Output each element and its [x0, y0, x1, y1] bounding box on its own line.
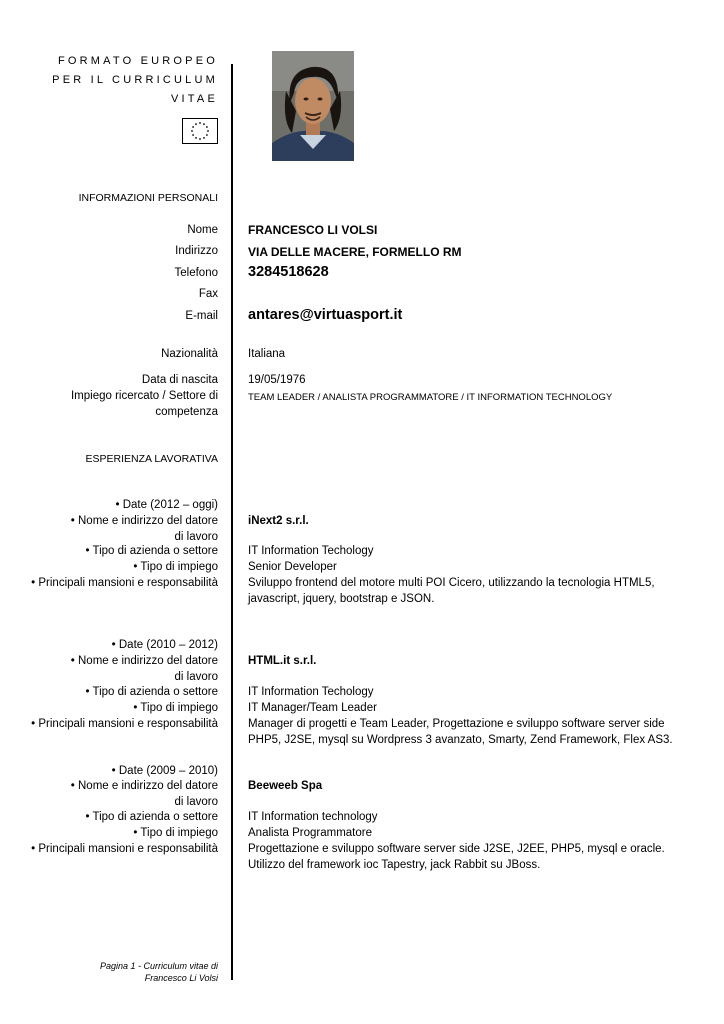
job2-label-impiego: • Tipo di impiego — [133, 702, 218, 714]
job3-label-datore: • Nome e indirizzo del datore di lavoro — [70, 780, 218, 808]
cv-format-title-line2: PER IL CURRICULUM — [52, 74, 218, 86]
job1-label-datore: • Nome e indirizzo del datore di lavoro — [70, 515, 218, 543]
job2-label-mansioni: • Principali mansioni e responsabilità — [31, 718, 218, 730]
job2-role: IT Manager/Team Leader — [248, 702, 377, 714]
job2-label-azienda: • Tipo di azienda o settore — [85, 686, 218, 698]
job3-label-date-text: • Date — [111, 765, 144, 777]
label-indirizzo: Indirizzo — [175, 245, 218, 257]
job3-role: Analista Programmatore — [248, 827, 372, 839]
job2-date: (2010 – 2012) — [146, 639, 218, 651]
job3-date: (2009 – 2010) — [146, 765, 218, 777]
value-email[interactable]: antares@virtuasport.it — [248, 307, 403, 323]
job1-label-azienda: • Tipo di azienda o settore — [85, 545, 218, 557]
section-title-experience-text: ESPERIENZA LAVORATIVA — [85, 453, 218, 465]
vertical-divider — [231, 64, 233, 980]
job1-label-date — [8, 497, 218, 513]
section-title-personal-text: INFORMAZIONI PERSONALI — [78, 192, 218, 204]
label-impiego-ricercato: Impiego ricercato / Settore di competenza — [70, 390, 218, 418]
value-indirizzo: VIA DELLE MACERE, FORMELLO RM — [248, 245, 462, 259]
job2-employer: HTML.it s.r.l. — [248, 655, 317, 667]
job2-duties: Manager di progetti e Team Leader, Progettazione e sviluppo software server side PHP5, J2SE, mysql su Wordpress 3 avanzato, Smarty, Zend Framework, Flex AS3. — [248, 718, 673, 746]
job1-label-mansioni: • Principali mansioni e responsabilità — [31, 577, 218, 589]
job1-label-impiego: • Tipo di impiego — [133, 561, 218, 573]
page-footer — [18, 960, 218, 984]
job3-label-mansioni: • Principali mansioni e responsabilità — [31, 843, 218, 855]
label-data-nascita: Data di nascita — [141, 374, 218, 386]
job3-sector: IT Information technology — [248, 811, 378, 823]
section-title-personal — [0, 190, 218, 206]
job1-label-date-text: • Date — [115, 499, 148, 511]
job2-label-datore: • Nome e indirizzo del datore di lavoro — [70, 655, 218, 683]
cv-format-title-line1: FORMATO EUROPEO — [57, 55, 218, 67]
job1-sector: IT Information Techology — [248, 545, 374, 557]
label-email: E-mail — [185, 310, 218, 322]
section-title-experience — [0, 451, 218, 467]
job3-label-impiego: • Tipo di impiego — [133, 827, 218, 839]
label-nome: Nome — [187, 224, 218, 236]
job1-date: (2012 – oggi) — [150, 499, 218, 511]
cv-format-title — [0, 52, 218, 109]
portrait-photo — [272, 51, 354, 161]
job1-role: Senior Developer — [248, 561, 337, 573]
page-footer-line2: Francesco Li Volsi — [144, 973, 218, 983]
value-nazionalita: Italiana — [248, 348, 286, 360]
job1-duties: Sviluppo frontend del motore multi POI Cicero, utilizzando la tecnologia HTML5, javascript, jquery, bootstrap e JSON. — [248, 577, 655, 605]
job1-employer: iNext2 s.r.l. — [248, 515, 309, 527]
job2-label-date-text: • Date — [111, 639, 144, 651]
eu-flag-icon — [182, 118, 218, 144]
label-fax: Fax — [198, 288, 218, 300]
value-data-nascita: 19/05/1976 — [248, 374, 306, 386]
job2-sector: IT Information Techology — [248, 686, 374, 698]
page-footer-line1: Pagina 1 - Curriculum vitae di — [99, 961, 218, 971]
job3-label-azienda: • Tipo di azienda o settore — [85, 811, 218, 823]
value-impiego-ricercato: TEAM LEADER / ANALISTA PROGRAMMATORE / IT INFORMATION TECHNOLOGY — [248, 392, 613, 403]
job3-duties: Progettazione e sviluppo software server side J2SE, J2EE, PHP5, mysql e oracle. Utilizzo del framework ioc Tapestry, jack Rabbit su JBoss. — [248, 843, 665, 871]
job3-label-date — [8, 763, 218, 779]
cv-format-title-line3: VITAE — [171, 93, 218, 105]
value-telefono: 3284518628 — [248, 264, 329, 280]
value-nome: FRANCESCO LI VOLSI — [248, 223, 378, 237]
job3-employer: Beeweeb Spa — [248, 780, 323, 792]
job2-label-date — [8, 637, 218, 653]
label-nazionalita: Nazionalità — [161, 348, 218, 360]
label-telefono: Telefono — [174, 267, 218, 279]
